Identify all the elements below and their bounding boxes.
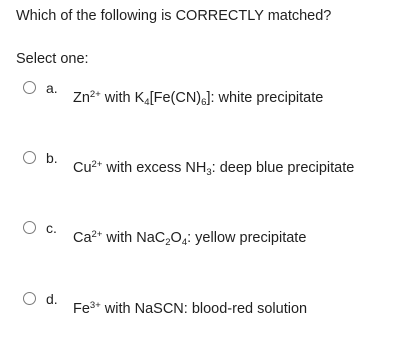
option-a-part-1: Zn (73, 90, 90, 106)
option-c-part-2: 2+ (91, 228, 103, 240)
answer-option-a[interactable] (23, 80, 393, 110)
answer-option-c[interactable] (23, 220, 393, 250)
option-a-part-4: 4 (144, 96, 150, 108)
option-letter-c: c. (46, 220, 57, 236)
answer-option-d[interactable] (23, 291, 393, 321)
radio-button-c[interactable] (23, 221, 36, 234)
radio-button-b[interactable] (23, 151, 36, 164)
answer-option-b[interactable] (23, 150, 393, 180)
option-a-part-2: 2+ (89, 88, 101, 100)
option-a-part-7: ]: white precipitate (206, 90, 324, 106)
option-letter-b: b. (46, 150, 58, 166)
option-a-part-6: 6 (201, 96, 207, 108)
option-c-part-5: O (170, 230, 182, 246)
radio-button-a[interactable] (23, 81, 36, 94)
option-text-d[interactable] (73, 298, 307, 320)
option-a-part-5: [Fe(CN) (149, 90, 202, 106)
select-one-label: Select one: (16, 51, 89, 67)
option-d-part-2: 3+ (89, 299, 101, 311)
option-c-part-3: with NaC (102, 230, 166, 246)
option-text-a[interactable] (73, 87, 323, 109)
option-text-b[interactable] (73, 157, 354, 179)
option-b-part-2: 2+ (91, 158, 103, 170)
question-text: Which of the following is CORRECTLY matched? (16, 8, 332, 24)
option-b-part-5: : deep blue precipitate (211, 160, 355, 176)
option-a-part-3: with K (100, 90, 145, 106)
option-c-part-1: Ca (73, 230, 92, 246)
option-d-part-3: with NaSCN: blood-red solution (100, 301, 308, 317)
option-b-part-3: with excess NH (102, 160, 207, 176)
option-d-part-1: Fe (73, 301, 90, 317)
option-b-part-4: 3 (206, 166, 212, 178)
option-letter-a: a. (46, 80, 58, 96)
radio-button-d[interactable] (23, 292, 36, 305)
option-c-part-4: 2 (165, 236, 171, 248)
option-b-part-1: Cu (73, 160, 92, 176)
option-c-part-7: : yellow precipitate (187, 230, 307, 246)
option-text-c[interactable] (73, 227, 306, 249)
option-c-part-6: 4 (181, 236, 188, 248)
option-letter-d: d. (46, 291, 58, 307)
